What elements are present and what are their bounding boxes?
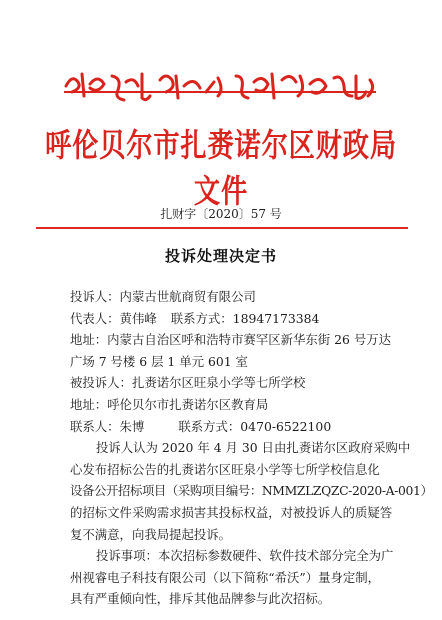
paragraph-2-line: 投诉事项：本次招标参数硬件、软件技术部分完全为广 [96,548,394,564]
document-header-title: 呼伦贝尔市扎赉诺尔区财政局文件 [45,126,397,210]
representative-line [70,308,390,330]
respondent-line: 被投诉人：扎赉诺尔区旺泉小学等七所学校 [70,375,306,391]
complainant-contact: 联系方式：18947173384 [170,310,320,326]
respondent-address-line: 地址：呼伦贝尔市扎赉诺尔区教育局 [70,396,269,412]
document-number: 扎财字〔2020〕57 号 [160,207,282,221]
paragraph-1-line: 投诉人认为 2020 年 4 月 30 日由扎赉诺尔区政府采购中 [96,440,411,456]
contact-person: 联系人：朱博 [70,418,145,434]
mongolian-script-header [60,66,380,106]
paragraph-1-line: 设备公开招标项目（采购项目编号：NMMZLZQZC-2020-A-001） [70,483,433,499]
paragraph-2-line: 州视睿电子科技有限公司（以下简称“希沃”）量身定制， [70,569,381,585]
paragraph-1-line: 心发布招标公告的扎赉诺尔区旺泉小学等七所学校信息化 [70,461,380,477]
decision-heading: 投诉处理决定书 [164,247,277,265]
complainant-address-line-2: 广场 7 号楼 6 层 1 单元 601 室 [70,353,248,369]
representative: 代表人：黄伟峰 [70,310,157,326]
respondent-contact: 联系方式：0470-6522100 [178,418,332,434]
contact-person-line [70,416,390,438]
red-divider [36,227,408,229]
document-body [70,286,433,610]
paragraph-2-line: 具有严重倾向性，排斥其他品牌参与此次招标。 [70,591,331,607]
paragraph-1-line: 复不满意，向我局提起投诉。 [70,526,232,542]
paragraph-1-line: 的招标文件采购需求损害其投标权益，对被投诉人的质疑答 [70,504,393,520]
complainant-address-line-1: 地址：内蒙古自治区呼和浩特市赛罕区新华东街 26 号万达 [70,332,392,348]
complainant-line: 投诉人：内蒙古世航商贸有限公司 [70,289,256,304]
